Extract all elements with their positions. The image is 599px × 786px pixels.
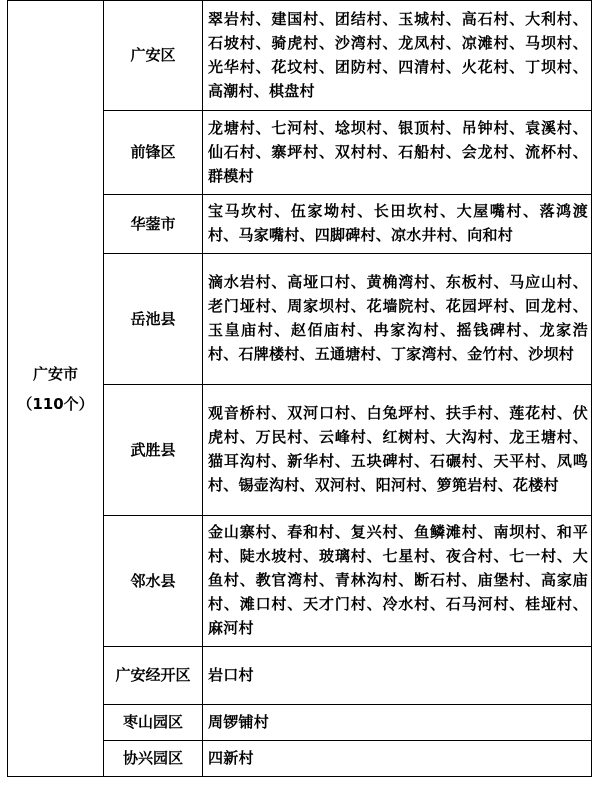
district-name: 岳池县 [104, 254, 203, 385]
district-name: 武胜县 [104, 385, 203, 516]
table-row [8, 1, 592, 111]
district-name: 前锋区 [104, 111, 203, 195]
district-name: 协兴园区 [104, 741, 203, 777]
district-name: 华蓥市 [104, 195, 203, 254]
city-village-count: （110个） [17, 394, 94, 413]
village-list-body [8, 1, 592, 777]
district-villages: 金山寨村、春和村、复兴村、鱼鳞滩村、南坝村、和平村、陡水坡村、玻璃村、七星村、夜合村、七一村、大鱼村、教官湾村、青林沟村、断石村、庙堡村、高家庙村、滩口村、天才门村、冷水村、石马河村、桂垭村、麻河村 [203, 516, 592, 647]
district-villages: 观音桥村、双河口村、白兔坪村、扶手村、莲花村、伏虎村、万民村、云峰村、红树村、大沟村、龙王塘村、猫耳沟村、新华村、五块碑村、石碾村、天平村、凤鸣村、锡壶沟村、双河村、阳河村、箩篼岩村、花楼村 [203, 385, 592, 516]
city-name: 广安市 [32, 364, 78, 383]
district-name: 广安区 [104, 1, 203, 111]
district-villages: 龙塘村、七河村、埝坝村、银顶村、吊钟村、袁溪村、仙石村、寨坪村、双村村、石船村、会龙村、流杯村、群模村 [203, 111, 592, 195]
village-list-table [7, 0, 592, 777]
district-villages: 岩口村 [203, 647, 592, 705]
district-villages: 滴水岩村、高垭口村、黄桷湾村、东板村、马应山村、老门垭村、周家坝村、花墙院村、花园坪村、回龙村、玉皇庙村、赵佰庙村、冉家沟村、摇钱碑村、龙家浩村、石牌楼村、五通塘村、丁家湾村、金竹村、沙坝村 [203, 254, 592, 385]
district-villages: 四新村 [203, 741, 592, 777]
district-villages: 宝马坎村、伍家坳村、长田坎村、大屋嘴村、落鸿渡村、马家嘴村、四脚碑村、凉水井村、向和村 [203, 195, 592, 254]
district-name: 广安经开区 [104, 647, 203, 705]
district-villages: 周锣铺村 [203, 705, 592, 741]
district-name: 邻水县 [104, 516, 203, 647]
city-cell [8, 1, 104, 777]
district-villages: 翠岩村、建国村、团结村、玉城村、高石村、大利村、石坡村、骑虎村、沙湾村、龙凤村、凉滩村、马坝村、光华村、花坟村、团防村、四清村、火花村、丁坝村、高潮村、棋盘村 [203, 1, 592, 111]
district-name: 枣山园区 [104, 705, 203, 741]
